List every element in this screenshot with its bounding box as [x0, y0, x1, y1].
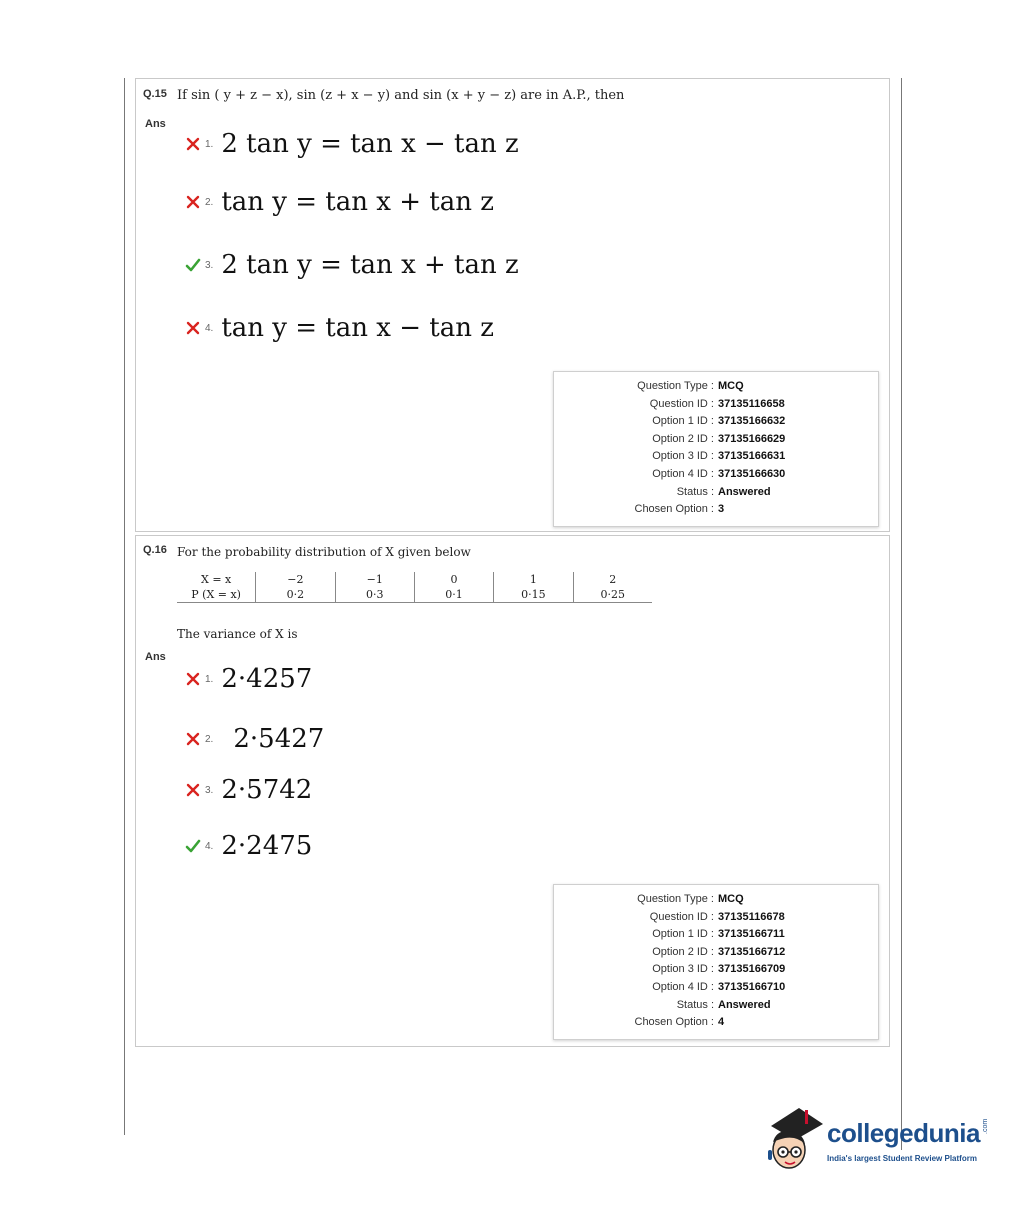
- option-1: [185, 124, 519, 164]
- option-number: 4.: [205, 322, 214, 334]
- meta-label: Option 2 ID :: [652, 433, 714, 445]
- meta-value: 37135166710: [718, 981, 786, 993]
- meta-label: Option 1 ID :: [652, 415, 714, 427]
- option-text: 2·5427: [233, 724, 325, 754]
- table-cell: 0·15: [494, 587, 573, 603]
- option-3: [185, 245, 519, 285]
- cross-icon: [185, 671, 201, 687]
- meta-label: Option 1 ID :: [652, 928, 714, 940]
- question-meta-panel: [553, 371, 879, 527]
- meta-label: Status :: [676, 999, 714, 1011]
- meta-value: MCQ: [718, 380, 744, 392]
- checkmark-icon: [185, 257, 201, 273]
- meta-label: Option 3 ID :: [652, 450, 714, 462]
- option-number: 3.: [205, 784, 214, 796]
- answer-label: Ans: [145, 118, 166, 130]
- meta-label: Question Type :: [637, 380, 714, 392]
- meta-value: Answered: [718, 999, 771, 1011]
- cross-icon: [185, 731, 201, 747]
- table-cell: 2: [573, 572, 652, 587]
- option-text: tan y = tan x − tan z: [221, 313, 494, 343]
- meta-value: 37135166709: [718, 963, 786, 975]
- option-text: 2·2475: [221, 831, 313, 861]
- table-cell: −2: [256, 572, 335, 587]
- meta-value: 4: [718, 1016, 725, 1028]
- meta-value: 37135116658: [718, 398, 785, 410]
- meta-label: Question ID :: [649, 911, 714, 923]
- option-text: tan y = tan x + tan z: [221, 187, 494, 217]
- cross-icon: [185, 194, 201, 210]
- meta-value: 37135166711: [718, 928, 785, 940]
- option-text: 2·5742: [221, 775, 313, 805]
- table-cell: 0: [414, 572, 493, 587]
- meta-label: Question ID :: [649, 398, 714, 410]
- table-cell: 0·25: [573, 587, 652, 603]
- meta-label: Option 3 ID :: [652, 963, 714, 975]
- meta-value: 37135166631: [718, 450, 786, 462]
- meta-value: 37135166632: [718, 415, 786, 427]
- table-cell: 0·2: [256, 587, 335, 603]
- option-2: [185, 719, 324, 759]
- answer-label: Ans: [145, 651, 166, 663]
- mascot-icon: [765, 1104, 827, 1176]
- checkmark-icon: [185, 838, 201, 854]
- page-rule-left: [124, 78, 125, 1135]
- option-text: 2·4257: [221, 664, 313, 694]
- page-rule-right: [901, 78, 902, 1150]
- meta-value: 3: [718, 503, 725, 515]
- probability-table: [177, 572, 652, 603]
- meta-value: MCQ: [718, 893, 744, 905]
- meta-value: 37135166712: [718, 946, 786, 958]
- table-cell: −1: [335, 572, 414, 587]
- meta-value: 37135166630: [718, 468, 786, 480]
- meta-label: Option 2 ID :: [652, 946, 714, 958]
- option-2: [185, 182, 494, 222]
- option-number: 1.: [205, 673, 214, 685]
- meta-label: Chosen Option :: [634, 503, 714, 515]
- question-meta-panel: [553, 884, 879, 1040]
- option-text: 2 tan y = tan x − tan z: [221, 129, 519, 159]
- table-row: [177, 572, 652, 587]
- question-number: Q.15: [143, 88, 167, 100]
- option-number: 1.: [205, 138, 214, 150]
- cross-icon: [185, 782, 201, 798]
- meta-value: 37135116678: [718, 911, 785, 923]
- question-subtext: The variance of X is: [177, 627, 298, 641]
- question-text: For the probability distribution of X given below: [177, 545, 471, 559]
- brand-tagline: India's largest Student Review Platform: [827, 1154, 977, 1163]
- option-number: 2.: [205, 733, 214, 745]
- meta-label: Status :: [676, 486, 714, 498]
- brand-logo: [765, 1104, 995, 1176]
- table-cell: 1: [494, 572, 573, 587]
- table-cell: X = x: [201, 573, 232, 586]
- option-1: [185, 659, 312, 699]
- meta-value: 37135166629: [718, 433, 786, 445]
- question-text: If sin ( y + z − x), sin (z + x − y) and sin (x + y − z) are in A.P., then: [177, 88, 625, 103]
- table-row: [177, 587, 652, 603]
- table-cell: 0·3: [335, 587, 414, 603]
- option-number: 3.: [205, 259, 214, 271]
- option-4: [185, 308, 494, 348]
- cross-icon: [185, 320, 201, 336]
- meta-label: Option 4 ID :: [652, 468, 714, 480]
- meta-label: Question Type :: [637, 893, 714, 905]
- option-number: 4.: [205, 840, 214, 852]
- table-cell: 0·1: [414, 587, 493, 603]
- cross-icon: [185, 136, 201, 152]
- question-number: Q.16: [143, 544, 167, 556]
- table-cell: P (X = x): [177, 587, 256, 603]
- option-3: [185, 770, 312, 810]
- meta-label: Chosen Option :: [634, 1016, 714, 1028]
- meta-label: Option 4 ID :: [652, 981, 714, 993]
- brand-name: collegedunia: [827, 1118, 980, 1148]
- option-4: [185, 826, 312, 866]
- option-text: 2 tan y = tan x + tan z: [221, 250, 519, 280]
- meta-value: Answered: [718, 486, 771, 498]
- brand-domain-suffix: .com: [982, 1118, 989, 1134]
- option-number: 2.: [205, 196, 214, 208]
